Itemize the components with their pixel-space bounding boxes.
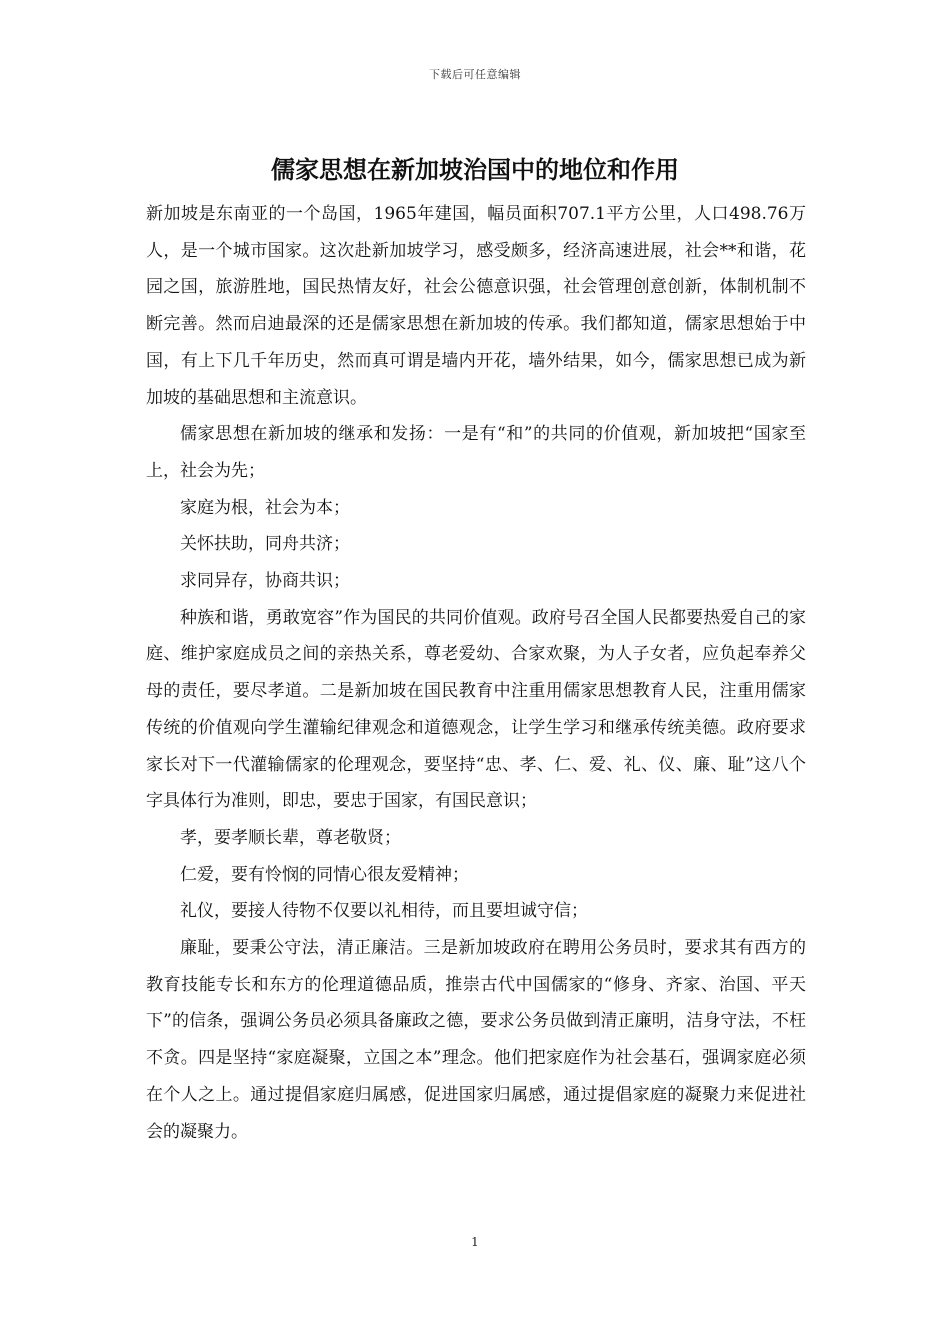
body-paragraph: 礼仪，要接人待物不仅要以礼相待，而且要坦诚守信； [180,901,588,922]
document-title: 儒家思想在新加坡治国中的地位和作用 [271,156,679,184]
body-paragraph: 求同异存，协商共识； [180,571,350,592]
body-paragraph: 仁爱，要有怜悯的同情心很友爱精神； [180,864,469,885]
body-paragraph: 家庭为根，社会为本； [180,497,350,518]
body-paragraph: 廉耻，要秉公守法，清正廉洁。三是新加坡政府在聘用公务员时，要求其有西方的教育技能专长和东方的伦理道德品质，推崇古代中国儒家的“修身、齐家、治国、平天下”的信条，强调公务员必须具备廉政之德，要求公务员做到清正廉明，洁身守法，不枉不贪。四是坚持“家庭凝聚，立国之本”理念。他们把家庭作为社会基石，强调家庭必须在个人之上。通过提倡家庭归属感，促进国家归属感，通过提倡家庭的凝聚力来促进社会的凝聚力。 [146,938,806,1142]
document-body [146,196,806,1150]
header-note: 下载后可任意编辑 [429,68,521,81]
body-paragraph: 新加坡是东南亚的一个岛国，1965年建国，幅员面积707.1平方公里，人口498.76万人，是一个城市国家。这次赴新加坡学习，感受颇多，经济高速进展，社会**和谐，花园之国，旅游胜地，国民热情友好，社会公德意识强，社会管理创意创新，体制机制不断完善。然而启迪最深的还是儒家思想在新加坡的传承。我们都知道，儒家思想始于中国，有上下几千年历史，然而真可谓是墙内开花，墙外结果，如今，儒家思想已成为新加坡的基础思想和主流意识。 [146,204,806,408]
body-paragraph: 儒家思想在新加坡的继承和发扬：一是有“和”的共同的价值观，新加坡把“国家至上，社会为先； [146,424,806,481]
body-paragraph: 孝，要孝顺长辈，尊老敬贤； [180,827,401,848]
page-number: 1 [471,1235,479,1249]
body-paragraph: 种族和谐，勇敢宽容”作为国民的共同价值观。政府号召全国人民都要热爱自己的家庭、维护家庭成员之间的亲热关系，尊老爱幼、合家欢聚，为人子女者，应负起奉养父母的责任，要尽孝道。二是新加坡在国民教育中注重用儒家思想教育人民，注重用儒家传统的价值观向学生灌输纪律观念和道德观念，让学生学习和继承传统美德。政府要求家长对下一代灌输儒家的伦理观念，要坚持“忠、孝、仁、爱、礼、仪、廉、耻”这八个字具体行为准则，即忠，要忠于国家，有国民意识； [146,607,806,812]
body-paragraph: 关怀扶助，同舟共济； [180,534,350,555]
